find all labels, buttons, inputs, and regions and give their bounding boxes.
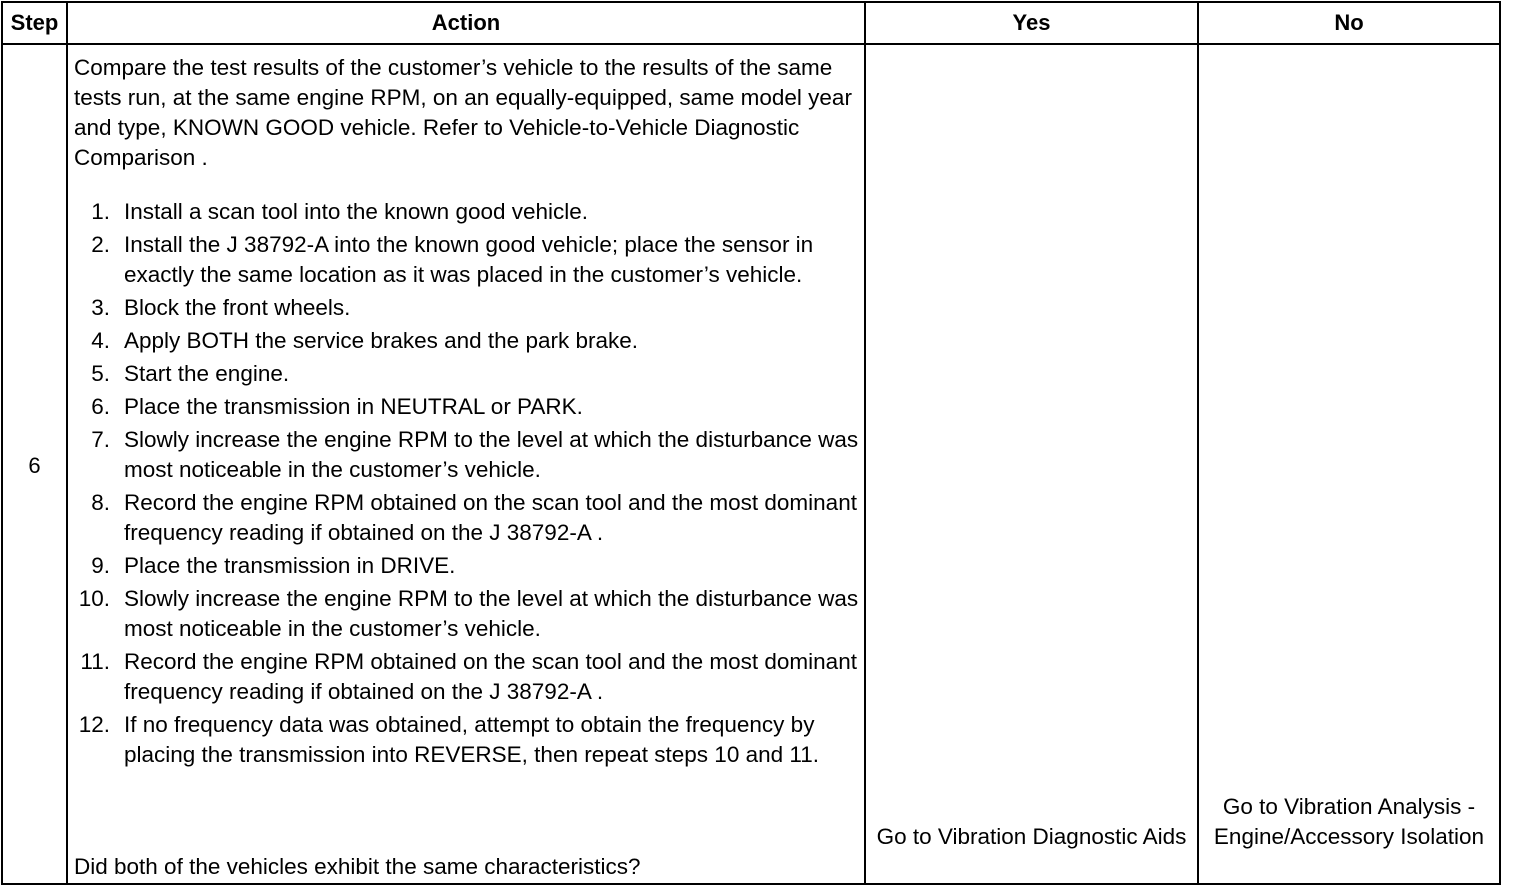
list-item — [74, 425, 864, 485]
step-text: Place the transmission in NEUTRAL or PARK. — [124, 394, 583, 419]
list-item — [74, 326, 864, 356]
list-item — [74, 293, 864, 323]
step-index: 3. — [91, 295, 110, 320]
step-index: 5. — [91, 361, 110, 386]
list-item — [74, 584, 864, 644]
step-index: 2. — [91, 232, 110, 257]
step-text: Install a scan tool into the known good vehicle. — [124, 199, 589, 224]
procedure-list — [74, 197, 864, 770]
step-index: 11. — [80, 649, 110, 674]
step-index: 12. — [78, 712, 110, 737]
list-item — [74, 359, 864, 389]
header-action: Action — [431, 10, 501, 35]
list-item — [74, 710, 864, 770]
no-result-link[interactable]: Go to Vibration Analysis - Engine/Accessory Isolation — [1213, 794, 1485, 849]
step-text: Slowly increase the engine RPM to the level at which the disturbance was most noticeable in the customer’s vehicle. — [124, 427, 859, 482]
action-intro: Compare the test results of the customer’s vehicle to the results of the same tests run, at the same engine RPM, on an equally-equipped, same model year and type, KNOWN GOOD vehicle. Refer to Vehicle-to-Vehicle Diagnostic Comparison . — [74, 55, 852, 170]
step-index: 1. — [91, 199, 110, 224]
list-item — [74, 551, 864, 581]
yes-result-link[interactable]: Go to Vibration Diagnostic Aids — [876, 824, 1187, 849]
step-index: 9. — [91, 553, 110, 578]
column-divider — [66, 3, 68, 883]
list-item — [74, 647, 864, 707]
step-index: 8. — [91, 490, 110, 515]
step-text: Install the J 38792-A into the known good vehicle; place the sensor in exactly the same location as it was placed in the customer’s vehicle. — [124, 232, 814, 287]
step-index: 10. — [78, 586, 110, 611]
step-text: Slowly increase the engine RPM to the level at which the disturbance was most noticeable in the customer’s vehicle. — [124, 586, 859, 641]
action-cell — [74, 53, 864, 773]
header-yes: Yes — [1012, 10, 1051, 35]
diagnostic-table — [1, 1, 1501, 885]
step-number: 6 — [28, 453, 41, 478]
header-step: Step — [10, 10, 59, 35]
header-no: No — [1334, 10, 1364, 35]
list-item — [74, 392, 864, 422]
list-item — [74, 230, 864, 290]
list-item — [74, 197, 864, 227]
step-index: 6. — [91, 394, 110, 419]
step-text: Record the engine RPM obtained on the scan tool and the most dominant frequency reading if obtained on the J 38792-A . — [124, 490, 857, 545]
step-text: If no frequency data was obtained, attempt to obtain the frequency by placing the transmission into REVERSE, then repeat steps 10 and 11. — [124, 712, 819, 767]
list-item — [74, 488, 864, 548]
step-text: Record the engine RPM obtained on the scan tool and the most dominant frequency reading if obtained on the J 38792-A . — [124, 649, 857, 704]
step-index: 7. — [91, 427, 110, 452]
step-text: Block the front wheels. — [124, 295, 351, 320]
column-divider — [864, 3, 866, 883]
step-text: Place the transmission in DRIVE. — [124, 553, 456, 578]
step-index: 4. — [91, 328, 110, 353]
step-text: Start the engine. — [124, 361, 290, 386]
header-divider — [3, 43, 1499, 45]
column-divider — [1197, 3, 1199, 883]
question-text: Did both of the vehicles exhibit the same characteristics? — [74, 854, 641, 879]
step-text: Apply BOTH the service brakes and the park brake. — [124, 328, 638, 353]
